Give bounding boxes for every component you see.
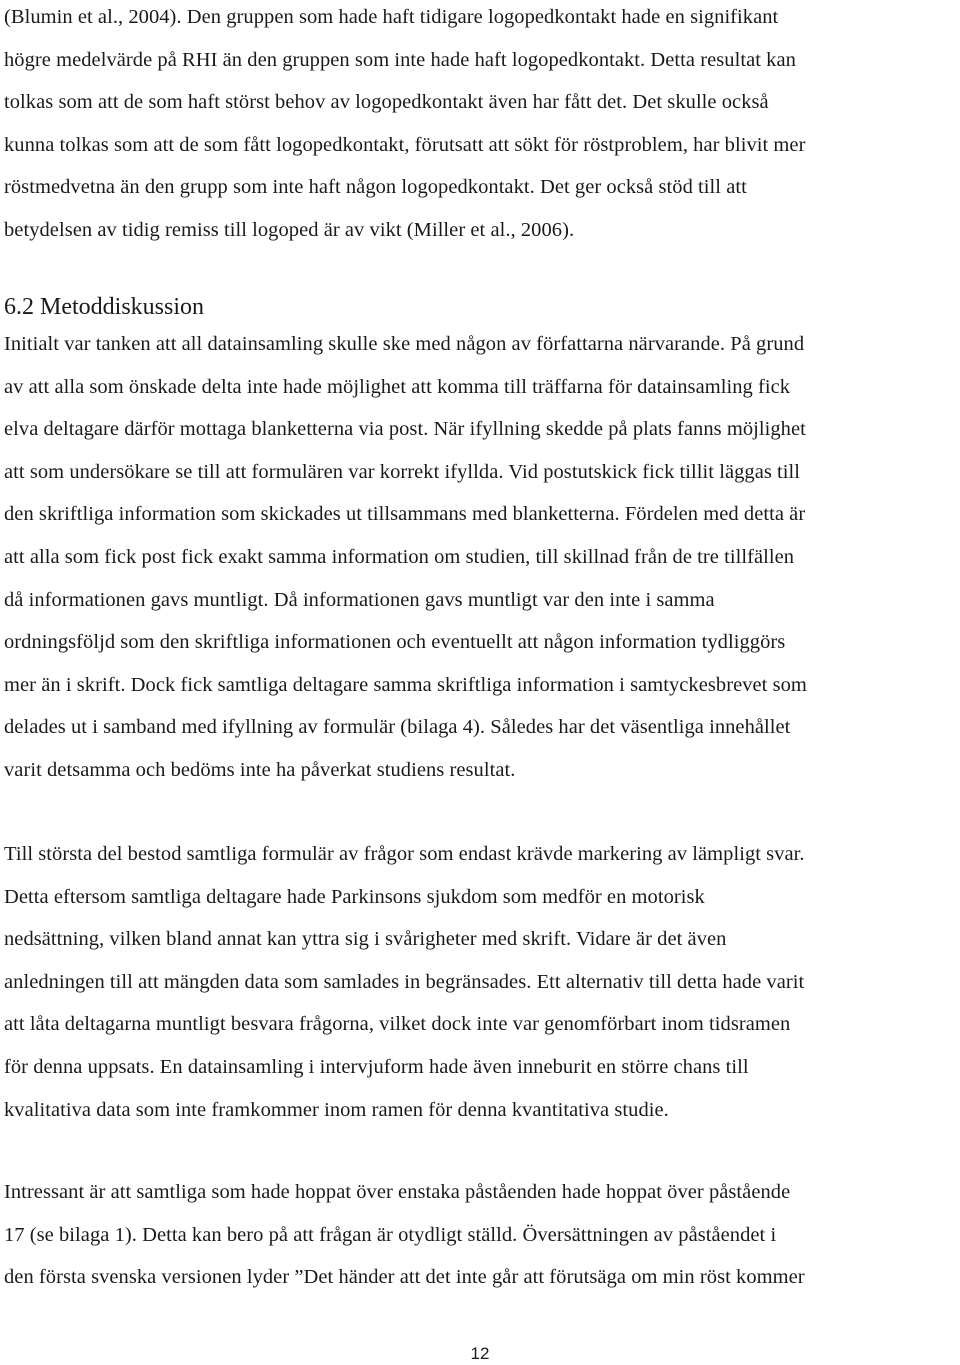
text-line: elva deltagare därför mottaga blanketterna via post. När ifyllning skedde på plats fanns möjlighet (4, 418, 806, 441)
text-line: att som undersökare se till att formulären var korrekt ifyllda. Vid postutskick fick tillit läggas till (4, 460, 801, 483)
section-heading-block (4, 292, 956, 322)
text-line: kvalitativa data som inte framkommer inom ramen för denna kvantitativa studie. (4, 1098, 669, 1121)
text-line: för denna uppsats. En datainsamling i intervjuform hade även inneburit en större chans till (4, 1055, 749, 1078)
text-line: högre medelvärde på RHI än den gruppen som inte hade haft logopedkontakt. Detta resultat kan (4, 48, 796, 71)
text-line: av att alla som önskade delta inte hade möjlighet att komma till träffarna för datainsamling fick (4, 375, 791, 398)
text-line: Intressant är att samtliga som hade hoppat över enstaka påståenden hade hoppat över påstående (4, 1181, 791, 1203)
text-line: anledningen till att mängden data som samlades in begränsades. Ett alternativ till detta hade varit (4, 970, 805, 993)
text-line: nedsättning, vilken bland annat kan yttra sig i svårigheter med skrift. Vidare är det även (4, 928, 727, 951)
text-line: den första svenska versionen lyder ”Det händer att det inte går att förutsäga om min röst kommer (4, 1266, 805, 1289)
paragraph-statement-17 (4, 1171, 956, 1299)
text-line: (Blumin et al., 2004). Den gruppen som hade haft tidigare logopedkontakt hade en signifikant (4, 6, 779, 28)
text-line: att låta deltagarna muntligt besvara frågorna, vilket dock inte var genomförbart inom tidsramen (4, 1013, 791, 1036)
text-line: delades ut i samband med ifyllning av formulär (bilaga 4). Således har det väsentliga innehållet (4, 716, 791, 739)
text-line: tolkas som att de som haft störst behov av logopedkontakt även har fått det. Det skulle också (4, 91, 769, 114)
text-line: varit detsamma och bedöms inte ha påverkat studiens resultat. (4, 758, 516, 781)
text-line: då informationen gavs muntligt. Då informationen gavs muntligt var den inte i samma (4, 588, 715, 611)
text-line: röstmedvetna än den grupp som inte haft någon logopedkontakt. Det ger också stöd till att (4, 176, 747, 199)
text-line: ordningsföljd som den skriftliga informationen och eventuellt att någon information tydliggörs (4, 631, 786, 654)
text-line: Detta eftersom samtliga deltagare hade Parkinsons sjukdom som medför en motorisk (4, 885, 705, 908)
text-line: att alla som fick post fick exakt samma information om studien, till skillnad från de tre tillfällen (4, 545, 795, 568)
page-number: 12 (470, 1344, 490, 1363)
paragraph-method-discussion (4, 323, 956, 792)
paragraph-continuation (4, 0, 956, 252)
text-line: kunna tolkas som att de som fått logopedkontakt, förutsatt att sökt för röstproblem, har blivit mer (4, 133, 806, 156)
text-line: 17 (se bilaga 1). Detta kan bero på att frågan är otydligt ställd. Översättningen av påståendet i (4, 1223, 777, 1246)
paragraph-forms (4, 833, 956, 1131)
text-line: mer än i skrift. Dock fick samtliga deltagare samma skriftliga information i samtyckesbrevet som (4, 673, 807, 696)
text-line: den skriftliga information som skickades ut tillsammans med blanketterna. Fördelen med detta är (4, 503, 806, 526)
text-line: betydelsen av tidig remiss till logoped är av vikt (Miller et al., 2006). (4, 218, 575, 241)
text-line: Initialt var tanken att all datainsamling skulle ske med någon av författarna närvarande. På grund (4, 333, 805, 355)
section-heading: 6.2 Metoddiskussion (4, 294, 205, 320)
text-line: Till största del bestod samtliga formulär av frågor som endast krävde markering av lämpligt svar. (4, 843, 805, 865)
